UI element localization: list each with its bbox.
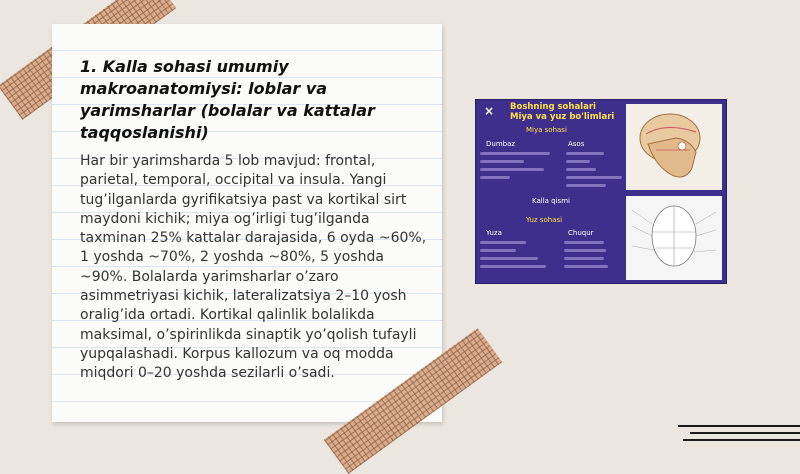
image-text-line <box>480 249 516 252</box>
image-text-line <box>480 168 544 171</box>
image-text-line <box>564 265 608 268</box>
image-text-line <box>480 241 526 244</box>
image-text-line <box>566 176 622 179</box>
slide-title: 1. Kalla sohasi umumiy makroanatomiysi: loblar va yarimsharlar (bolalar va kattalar taqqoslanishi) <box>80 57 375 142</box>
image-text-line <box>566 152 604 155</box>
image-col-chuqur: Chuqur <box>568 229 594 237</box>
image-label-kalla: Kalla qismi <box>532 197 570 205</box>
decorative-line <box>690 432 800 434</box>
image-col-dumbaz: Dumbaz <box>486 140 516 148</box>
image-col-yuza: Yuza <box>486 229 502 237</box>
anatomy-slide-image <box>475 99 727 284</box>
image-section-miya: Miya sohasi <box>526 126 567 134</box>
skull-illustration <box>626 104 722 190</box>
image-section-yuz: Yuz sohasi <box>526 216 563 224</box>
image-text-line <box>564 241 604 244</box>
image-text-line <box>480 152 550 155</box>
slide-body-text: Har bir yarimsharda 5 lob mavjud: frontal, parietal, temporal, occipital va insula. Yangi tug’ilganlarda gyrifikatsiya past va kortikal sirt maydoni kichik; miya og’irligi tug’ilganda taxminan 25% kattalar darajasida, 6 oyda ~60%, 1 yoshda ~70%, 2 yoshda ~80%, 5 yoshda ~90%. Bolalarda yarimsharlar o’zaro asimmetriyasi kichik, lateralizatsiya 2–10 yosh oralig’ida ortadi. Kortikal qalinlik bolalikda maksimal, o’spirinlikda sinaptik yo’qolish tufayli yupqalashadi. Korpus kallozum va oq modda miqdori 0–20 yoshda sezilarli o’sadi. <box>80 153 427 382</box>
image-col-asos: Asos <box>568 140 585 148</box>
image-text-line <box>480 176 510 179</box>
image-heading-line2: Miya va yuz bo'limlari <box>510 112 615 122</box>
decorative-line <box>678 425 800 427</box>
head-regions-diagram <box>626 196 722 280</box>
image-text-line <box>480 160 524 163</box>
image-text-line <box>566 184 606 187</box>
image-text-line <box>566 160 590 163</box>
image-text-line <box>480 265 546 268</box>
close-icon: × <box>484 104 495 118</box>
decorative-line <box>683 439 800 441</box>
image-text-line <box>564 249 606 252</box>
image-text-line <box>480 257 538 260</box>
image-heading-line1: Boshning sohalari <box>510 102 596 112</box>
image-text-line <box>564 257 604 260</box>
image-text-line <box>566 168 596 171</box>
